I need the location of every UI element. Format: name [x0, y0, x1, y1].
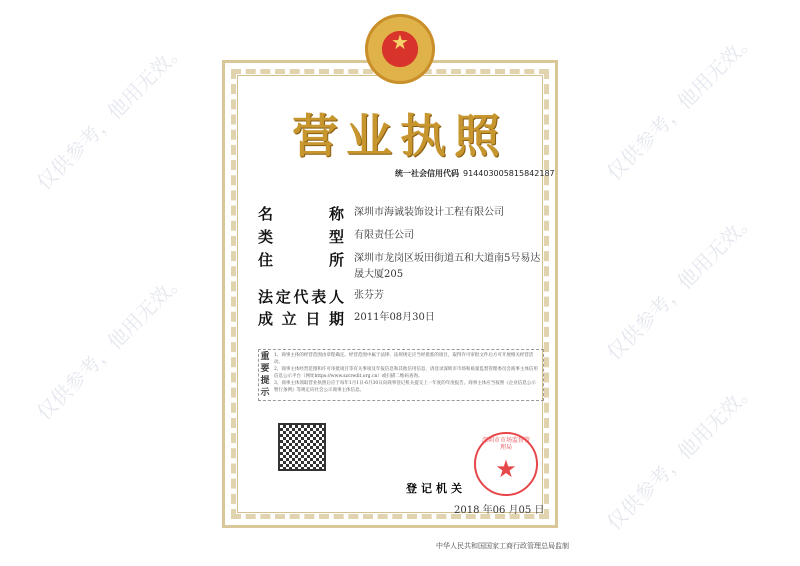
label-char: 立: [281, 310, 297, 328]
label-char: 表: [311, 288, 327, 306]
field-label: [258, 203, 344, 224]
official-seal: [474, 432, 538, 496]
label-char: 人: [328, 288, 344, 306]
credit-code-value: 914403005815842187: [463, 169, 555, 178]
field-value: 张芬芳: [354, 290, 384, 301]
credit-code: [395, 168, 555, 179]
document-title: 营业执照: [292, 109, 508, 163]
notice-label: 重要提示: [260, 352, 270, 398]
field-value: 有限责任公司: [354, 230, 414, 241]
field-label: [258, 226, 344, 247]
field-value: 深圳市海诚装饰设计工程有限公司: [354, 207, 504, 218]
field-label: [258, 308, 344, 329]
label-char: 住: [258, 251, 274, 269]
label-char: 法: [258, 288, 274, 306]
label-char: 代: [293, 288, 309, 306]
label-char: 称: [328, 205, 344, 223]
credit-code-label: 统一社会信用代码: [395, 169, 459, 178]
field-label: [258, 249, 344, 270]
watermark: 仅供参考，他用无效。: [31, 266, 191, 425]
notice-item: 2、商事主体经营范围和许可审批项目等有关事项及年报信息和其他信用信息，请登录深圳市市场和质量监督管理委员会商事主体信用信息公示平台（网址https://www.szcredit.org.cn）或扫描二维码查询。: [274, 367, 538, 379]
label-char: 定: [275, 288, 291, 306]
registration-authority-label: 登记机关: [406, 482, 466, 495]
label-char: 名: [258, 205, 274, 223]
notice-item: 1、商事主体的经营范围由章程确定。经营范围中属于法律、法规规定应当经批准的项目，取得许可审批文件后方可开展相关经营活动。: [274, 353, 534, 365]
notice-item: 3、商事主体领取营业执照后应于每年1月1日-6月30日向商事登记机关提交上一年度的年度报告。商事主体应当按照《企业信息公示暂行条例》等规定向社会公示商事主体信息。: [274, 381, 536, 393]
label-char: 类: [258, 228, 274, 246]
important-notice: [258, 349, 544, 401]
seal-text: 深圳市市场监督管理局: [481, 437, 530, 451]
field-value: 深圳市龙岗区坂田街道五和大道南5号易达晟大厦205: [354, 253, 541, 280]
footer-supervision: 中华人民共和国国家工商行政管理总局监制: [436, 542, 569, 550]
label-char: 日: [305, 310, 321, 328]
label-char: 成: [258, 310, 274, 328]
label-char: 期: [328, 310, 344, 328]
label-char: 型: [328, 228, 344, 246]
watermark: 仅供参考，他用无效。: [601, 206, 761, 365]
watermark: 仅供参考，他用无效。: [601, 26, 761, 185]
label-char: 所: [328, 251, 344, 269]
field-value: 2011年08月30日: [354, 312, 435, 323]
watermark: 仅供参考，他用无效。: [31, 36, 191, 195]
national-emblem-icon: ★: [365, 14, 435, 84]
issue-date: 2018 年06 月05 日: [454, 505, 545, 516]
qr-code[interactable]: [278, 423, 326, 471]
watermark: 仅供参考，他用无效。: [601, 376, 761, 535]
star-icon: ★: [495, 455, 517, 483]
field-label: [258, 286, 344, 307]
